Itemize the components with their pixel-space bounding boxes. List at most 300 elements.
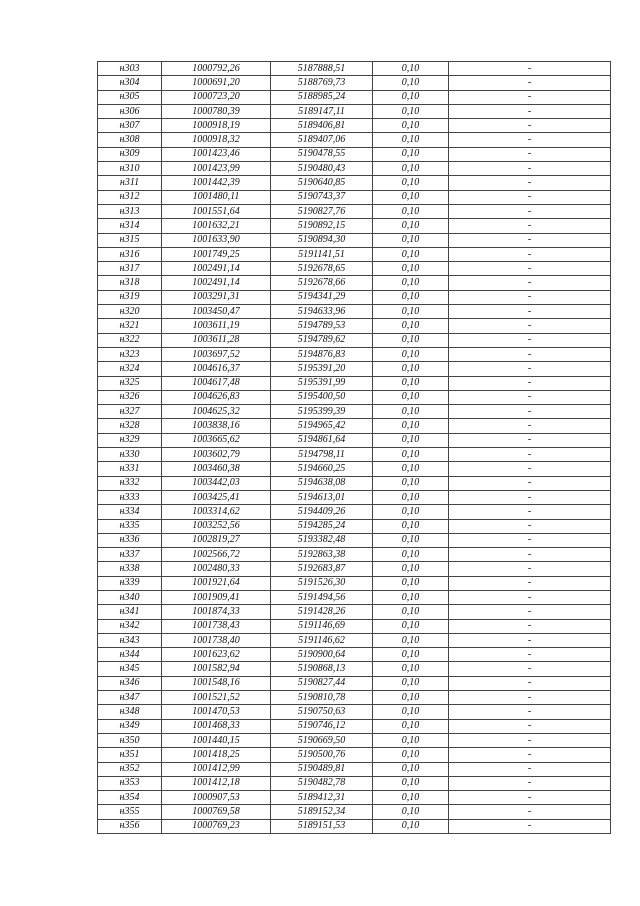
y-coordinate-cell: 5193382,48 xyxy=(271,533,373,547)
accuracy-cell: 0,10 xyxy=(373,319,449,333)
y-coordinate-cell: 5194965,42 xyxy=(271,419,373,433)
accuracy-cell: 0,10 xyxy=(373,90,449,104)
y-coordinate-cell: 5192863,38 xyxy=(271,548,373,562)
x-coordinate-cell: 1003665,62 xyxy=(162,433,271,447)
accuracy-cell: 0,10 xyxy=(373,276,449,290)
y-coordinate-cell: 5191146,69 xyxy=(271,619,373,633)
y-coordinate-cell: 5189407,06 xyxy=(271,133,373,147)
point-id-cell: н305 xyxy=(98,90,162,104)
y-coordinate-cell: 5195400,50 xyxy=(271,390,373,404)
y-coordinate-cell: 5190750,63 xyxy=(271,705,373,719)
point-id-cell: н324 xyxy=(98,362,162,376)
note-cell: - xyxy=(449,362,611,376)
x-coordinate-cell: 1000918,19 xyxy=(162,119,271,133)
note-cell: - xyxy=(449,576,611,590)
note-cell: - xyxy=(449,76,611,90)
point-id-cell: н323 xyxy=(98,347,162,361)
x-coordinate-cell: 1001521,52 xyxy=(162,691,271,705)
note-cell: - xyxy=(449,62,611,76)
y-coordinate-cell: 5189412,31 xyxy=(271,791,373,805)
accuracy-cell: 0,10 xyxy=(373,219,449,233)
table-row xyxy=(98,533,611,547)
point-id-cell: н310 xyxy=(98,162,162,176)
point-id-cell: н336 xyxy=(98,533,162,547)
note-cell: - xyxy=(449,90,611,104)
x-coordinate-cell: 1001909,41 xyxy=(162,590,271,604)
accuracy-cell: 0,10 xyxy=(373,676,449,690)
point-id-cell: н311 xyxy=(98,176,162,190)
accuracy-cell: 0,10 xyxy=(373,705,449,719)
accuracy-cell: 0,10 xyxy=(373,147,449,161)
x-coordinate-cell: 1001423,99 xyxy=(162,162,271,176)
note-cell: - xyxy=(449,405,611,419)
x-coordinate-cell: 1001468,33 xyxy=(162,719,271,733)
y-coordinate-cell: 5191146,62 xyxy=(271,633,373,647)
x-coordinate-cell: 1004616,37 xyxy=(162,362,271,376)
y-coordinate-cell: 5194798,11 xyxy=(271,448,373,462)
point-id-cell: н320 xyxy=(98,305,162,319)
point-id-cell: н319 xyxy=(98,290,162,304)
table-row xyxy=(98,176,611,190)
accuracy-cell: 0,10 xyxy=(373,619,449,633)
y-coordinate-cell: 5191141,51 xyxy=(271,247,373,261)
y-coordinate-cell: 5192683,87 xyxy=(271,562,373,576)
point-id-cell: н347 xyxy=(98,691,162,705)
accuracy-cell: 0,10 xyxy=(373,62,449,76)
point-id-cell: н355 xyxy=(98,805,162,819)
accuracy-cell: 0,10 xyxy=(373,262,449,276)
x-coordinate-cell: 1000792,26 xyxy=(162,62,271,76)
y-coordinate-cell: 5194660,25 xyxy=(271,462,373,476)
note-cell: - xyxy=(449,390,611,404)
table-row xyxy=(98,262,611,276)
accuracy-cell: 0,10 xyxy=(373,133,449,147)
accuracy-cell: 0,10 xyxy=(373,333,449,347)
point-id-cell: н342 xyxy=(98,619,162,633)
note-cell: - xyxy=(449,633,611,647)
point-id-cell: н339 xyxy=(98,576,162,590)
point-id-cell: н314 xyxy=(98,219,162,233)
y-coordinate-cell: 5190480,43 xyxy=(271,162,373,176)
y-coordinate-cell: 5190489,81 xyxy=(271,762,373,776)
accuracy-cell: 0,10 xyxy=(373,433,449,447)
x-coordinate-cell: 1003602,79 xyxy=(162,448,271,462)
table-row xyxy=(98,576,611,590)
accuracy-cell: 0,10 xyxy=(373,776,449,790)
y-coordinate-cell: 5190743,37 xyxy=(271,190,373,204)
x-coordinate-cell: 1001623,62 xyxy=(162,648,271,662)
point-id-cell: н340 xyxy=(98,590,162,604)
point-id-cell: н341 xyxy=(98,605,162,619)
table-row xyxy=(98,347,611,361)
x-coordinate-cell: 1001921,64 xyxy=(162,576,271,590)
y-coordinate-cell: 5192678,66 xyxy=(271,276,373,290)
table-row xyxy=(98,548,611,562)
point-id-cell: н303 xyxy=(98,62,162,76)
y-coordinate-cell: 5194789,62 xyxy=(271,333,373,347)
table-row xyxy=(98,762,611,776)
note-cell: - xyxy=(449,705,611,719)
note-cell: - xyxy=(449,176,611,190)
y-coordinate-cell: 5190900,64 xyxy=(271,648,373,662)
note-cell: - xyxy=(449,490,611,504)
x-coordinate-cell: 1004617,48 xyxy=(162,376,271,390)
accuracy-cell: 0,10 xyxy=(373,605,449,619)
accuracy-cell: 0,10 xyxy=(373,462,449,476)
y-coordinate-cell: 5189406,81 xyxy=(271,119,373,133)
y-coordinate-cell: 5190478,55 xyxy=(271,147,373,161)
y-coordinate-cell: 5189152,34 xyxy=(271,805,373,819)
note-cell: - xyxy=(449,805,611,819)
accuracy-cell: 0,10 xyxy=(373,791,449,805)
note-cell: - xyxy=(449,333,611,347)
accuracy-cell: 0,10 xyxy=(373,204,449,218)
point-id-cell: н306 xyxy=(98,104,162,118)
x-coordinate-cell: 1003252,56 xyxy=(162,519,271,533)
y-coordinate-cell: 5190746,12 xyxy=(271,719,373,733)
point-id-cell: н351 xyxy=(98,748,162,762)
note-cell: - xyxy=(449,548,611,562)
note-cell: - xyxy=(449,319,611,333)
x-coordinate-cell: 1000918,32 xyxy=(162,133,271,147)
point-id-cell: н312 xyxy=(98,190,162,204)
point-id-cell: н353 xyxy=(98,776,162,790)
accuracy-cell: 0,10 xyxy=(373,347,449,361)
table-row xyxy=(98,476,611,490)
table-row xyxy=(98,119,611,133)
y-coordinate-cell: 5190482,78 xyxy=(271,776,373,790)
note-cell: - xyxy=(449,347,611,361)
table-row xyxy=(98,362,611,376)
x-coordinate-cell: 1001633,90 xyxy=(162,233,271,247)
y-coordinate-cell: 5190892,15 xyxy=(271,219,373,233)
table-row xyxy=(98,104,611,118)
note-cell: - xyxy=(449,662,611,676)
table-row xyxy=(98,590,611,604)
note-cell: - xyxy=(449,376,611,390)
accuracy-cell: 0,10 xyxy=(373,490,449,504)
note-cell: - xyxy=(449,290,611,304)
accuracy-cell: 0,10 xyxy=(373,119,449,133)
table-row xyxy=(98,805,611,819)
y-coordinate-cell: 5189147,11 xyxy=(271,104,373,118)
note-cell: - xyxy=(449,590,611,604)
x-coordinate-cell: 1001548,16 xyxy=(162,676,271,690)
point-id-cell: н309 xyxy=(98,147,162,161)
point-id-cell: н308 xyxy=(98,133,162,147)
y-coordinate-cell: 5195391,99 xyxy=(271,376,373,390)
point-id-cell: н313 xyxy=(98,204,162,218)
accuracy-cell: 0,10 xyxy=(373,648,449,662)
x-coordinate-cell: 1002819,27 xyxy=(162,533,271,547)
point-id-cell: н304 xyxy=(98,76,162,90)
table-row xyxy=(98,448,611,462)
x-coordinate-cell: 1001418,25 xyxy=(162,748,271,762)
x-coordinate-cell: 1003460,38 xyxy=(162,462,271,476)
x-coordinate-cell: 1001874,33 xyxy=(162,605,271,619)
x-coordinate-cell: 1003291,31 xyxy=(162,290,271,304)
accuracy-cell: 0,10 xyxy=(373,590,449,604)
y-coordinate-cell: 5195391,20 xyxy=(271,362,373,376)
note-cell: - xyxy=(449,262,611,276)
y-coordinate-cell: 5194285,24 xyxy=(271,519,373,533)
y-coordinate-cell: 5194341,29 xyxy=(271,290,373,304)
note-cell: - xyxy=(449,562,611,576)
point-id-cell: н350 xyxy=(98,733,162,747)
note-cell: - xyxy=(449,719,611,733)
note-cell: - xyxy=(449,433,611,447)
x-coordinate-cell: 1002566,72 xyxy=(162,548,271,562)
x-coordinate-cell: 1001551,64 xyxy=(162,204,271,218)
table-row xyxy=(98,505,611,519)
x-coordinate-cell: 1003838,16 xyxy=(162,419,271,433)
x-coordinate-cell: 1001412,18 xyxy=(162,776,271,790)
accuracy-cell: 0,10 xyxy=(373,762,449,776)
accuracy-cell: 0,10 xyxy=(373,476,449,490)
point-id-cell: н315 xyxy=(98,233,162,247)
accuracy-cell: 0,10 xyxy=(373,104,449,118)
point-id-cell: н321 xyxy=(98,319,162,333)
table-row xyxy=(98,190,611,204)
table-row xyxy=(98,162,611,176)
point-id-cell: н325 xyxy=(98,376,162,390)
table-row xyxy=(98,305,611,319)
x-coordinate-cell: 1003442,03 xyxy=(162,476,271,490)
table-row xyxy=(98,219,611,233)
table-row xyxy=(98,719,611,733)
table-row xyxy=(98,819,611,833)
table-row xyxy=(98,633,611,647)
y-coordinate-cell: 5194861,64 xyxy=(271,433,373,447)
point-id-cell: н348 xyxy=(98,705,162,719)
note-cell: - xyxy=(449,733,611,747)
table-row xyxy=(98,562,611,576)
accuracy-cell: 0,10 xyxy=(373,533,449,547)
note-cell: - xyxy=(449,605,611,619)
note-cell: - xyxy=(449,791,611,805)
x-coordinate-cell: 1004626,83 xyxy=(162,390,271,404)
table-row xyxy=(98,133,611,147)
accuracy-cell: 0,10 xyxy=(373,719,449,733)
table-row xyxy=(98,405,611,419)
note-cell: - xyxy=(449,204,611,218)
x-coordinate-cell: 1001738,43 xyxy=(162,619,271,633)
x-coordinate-cell: 1001423,46 xyxy=(162,147,271,161)
accuracy-cell: 0,10 xyxy=(373,233,449,247)
table-row xyxy=(98,791,611,805)
y-coordinate-cell: 5188769,73 xyxy=(271,76,373,90)
point-id-cell: н327 xyxy=(98,405,162,419)
accuracy-cell: 0,10 xyxy=(373,362,449,376)
accuracy-cell: 0,10 xyxy=(373,576,449,590)
x-coordinate-cell: 1001749,25 xyxy=(162,247,271,261)
y-coordinate-cell: 5195399,39 xyxy=(271,405,373,419)
x-coordinate-cell: 1002491,14 xyxy=(162,276,271,290)
table-row xyxy=(98,605,611,619)
accuracy-cell: 0,10 xyxy=(373,290,449,304)
note-cell: - xyxy=(449,748,611,762)
accuracy-cell: 0,10 xyxy=(373,519,449,533)
accuracy-cell: 0,10 xyxy=(373,748,449,762)
x-coordinate-cell: 1000769,23 xyxy=(162,819,271,833)
accuracy-cell: 0,10 xyxy=(373,505,449,519)
note-cell: - xyxy=(449,762,611,776)
x-coordinate-cell: 1000691,20 xyxy=(162,76,271,90)
point-id-cell: н334 xyxy=(98,505,162,519)
note-cell: - xyxy=(449,119,611,133)
x-coordinate-cell: 1003611,28 xyxy=(162,333,271,347)
point-id-cell: н330 xyxy=(98,448,162,462)
y-coordinate-cell: 5191526,30 xyxy=(271,576,373,590)
note-cell: - xyxy=(449,233,611,247)
y-coordinate-cell: 5190827,44 xyxy=(271,676,373,690)
accuracy-cell: 0,10 xyxy=(373,405,449,419)
x-coordinate-cell: 1001480,11 xyxy=(162,190,271,204)
accuracy-cell: 0,10 xyxy=(373,247,449,261)
note-cell: - xyxy=(449,305,611,319)
note-cell: - xyxy=(449,419,611,433)
y-coordinate-cell: 5192678,65 xyxy=(271,262,373,276)
note-cell: - xyxy=(449,247,611,261)
table-row xyxy=(98,333,611,347)
point-id-cell: н333 xyxy=(98,490,162,504)
table-row xyxy=(98,419,611,433)
note-cell: - xyxy=(449,133,611,147)
y-coordinate-cell: 5194633,96 xyxy=(271,305,373,319)
point-id-cell: н318 xyxy=(98,276,162,290)
y-coordinate-cell: 5190894,30 xyxy=(271,233,373,247)
table-row xyxy=(98,319,611,333)
table-row xyxy=(98,776,611,790)
point-id-cell: н337 xyxy=(98,548,162,562)
note-cell: - xyxy=(449,476,611,490)
coordinates-table xyxy=(97,61,611,834)
x-coordinate-cell: 1003697,52 xyxy=(162,347,271,361)
note-cell: - xyxy=(449,147,611,161)
y-coordinate-cell: 5194876,83 xyxy=(271,347,373,361)
x-coordinate-cell: 1001632,21 xyxy=(162,219,271,233)
point-id-cell: н317 xyxy=(98,262,162,276)
table-row xyxy=(98,691,611,705)
table-row xyxy=(98,519,611,533)
y-coordinate-cell: 5190669,50 xyxy=(271,733,373,747)
y-coordinate-cell: 5190500,76 xyxy=(271,748,373,762)
note-cell: - xyxy=(449,162,611,176)
accuracy-cell: 0,10 xyxy=(373,633,449,647)
point-id-cell: н346 xyxy=(98,676,162,690)
table-row xyxy=(98,648,611,662)
table-row xyxy=(98,619,611,633)
table-row xyxy=(98,276,611,290)
note-cell: - xyxy=(449,648,611,662)
accuracy-cell: 0,10 xyxy=(373,162,449,176)
x-coordinate-cell: 1000769,58 xyxy=(162,805,271,819)
table-row xyxy=(98,676,611,690)
x-coordinate-cell: 1003314,62 xyxy=(162,505,271,519)
y-coordinate-cell: 5190640,85 xyxy=(271,176,373,190)
x-coordinate-cell: 1001442,39 xyxy=(162,176,271,190)
point-id-cell: н307 xyxy=(98,119,162,133)
y-coordinate-cell: 5191494,56 xyxy=(271,590,373,604)
y-coordinate-cell: 5194638,08 xyxy=(271,476,373,490)
point-id-cell: н332 xyxy=(98,476,162,490)
x-coordinate-cell: 1001440,15 xyxy=(162,733,271,747)
point-id-cell: н326 xyxy=(98,390,162,404)
y-coordinate-cell: 5189151,53 xyxy=(271,819,373,833)
table-row xyxy=(98,376,611,390)
table-row xyxy=(98,204,611,218)
x-coordinate-cell: 1003425,41 xyxy=(162,490,271,504)
x-coordinate-cell: 1003450,47 xyxy=(162,305,271,319)
x-coordinate-cell: 1002480,33 xyxy=(162,562,271,576)
note-cell: - xyxy=(449,819,611,833)
x-coordinate-cell: 1000907,53 xyxy=(162,791,271,805)
table-row xyxy=(98,247,611,261)
accuracy-cell: 0,10 xyxy=(373,662,449,676)
x-coordinate-cell: 1000780,39 xyxy=(162,104,271,118)
accuracy-cell: 0,10 xyxy=(373,305,449,319)
y-coordinate-cell: 5194409,26 xyxy=(271,505,373,519)
accuracy-cell: 0,10 xyxy=(373,805,449,819)
accuracy-cell: 0,10 xyxy=(373,190,449,204)
point-id-cell: н345 xyxy=(98,662,162,676)
y-coordinate-cell: 5190810,78 xyxy=(271,691,373,705)
x-coordinate-cell: 1001582,94 xyxy=(162,662,271,676)
table-row xyxy=(98,90,611,104)
accuracy-cell: 0,10 xyxy=(373,76,449,90)
x-coordinate-cell: 1001470,53 xyxy=(162,705,271,719)
x-coordinate-cell: 1001738,40 xyxy=(162,633,271,647)
table-row xyxy=(98,390,611,404)
y-coordinate-cell: 5191428,26 xyxy=(271,605,373,619)
note-cell: - xyxy=(449,276,611,290)
point-id-cell: н331 xyxy=(98,462,162,476)
table-row xyxy=(98,490,611,504)
accuracy-cell: 0,10 xyxy=(373,562,449,576)
point-id-cell: н356 xyxy=(98,819,162,833)
y-coordinate-cell: 5194789,53 xyxy=(271,319,373,333)
note-cell: - xyxy=(449,519,611,533)
note-cell: - xyxy=(449,104,611,118)
point-id-cell: н322 xyxy=(98,333,162,347)
y-coordinate-cell: 5187888,51 xyxy=(271,62,373,76)
note-cell: - xyxy=(449,448,611,462)
x-coordinate-cell: 1001412,99 xyxy=(162,762,271,776)
table-row xyxy=(98,662,611,676)
y-coordinate-cell: 5190868,13 xyxy=(271,662,373,676)
coordinates-table-body xyxy=(98,62,611,834)
accuracy-cell: 0,10 xyxy=(373,390,449,404)
table-row xyxy=(98,233,611,247)
point-id-cell: н354 xyxy=(98,791,162,805)
note-cell: - xyxy=(449,505,611,519)
point-id-cell: н328 xyxy=(98,419,162,433)
point-id-cell: н344 xyxy=(98,648,162,662)
note-cell: - xyxy=(449,533,611,547)
x-coordinate-cell: 1004625,32 xyxy=(162,405,271,419)
table-row xyxy=(98,62,611,76)
note-cell: - xyxy=(449,462,611,476)
x-coordinate-cell: 1003611,19 xyxy=(162,319,271,333)
note-cell: - xyxy=(449,676,611,690)
point-id-cell: н335 xyxy=(98,519,162,533)
point-id-cell: н343 xyxy=(98,633,162,647)
point-id-cell: н338 xyxy=(98,562,162,576)
accuracy-cell: 0,10 xyxy=(373,819,449,833)
accuracy-cell: 0,10 xyxy=(373,691,449,705)
note-cell: - xyxy=(449,190,611,204)
table-row xyxy=(98,462,611,476)
